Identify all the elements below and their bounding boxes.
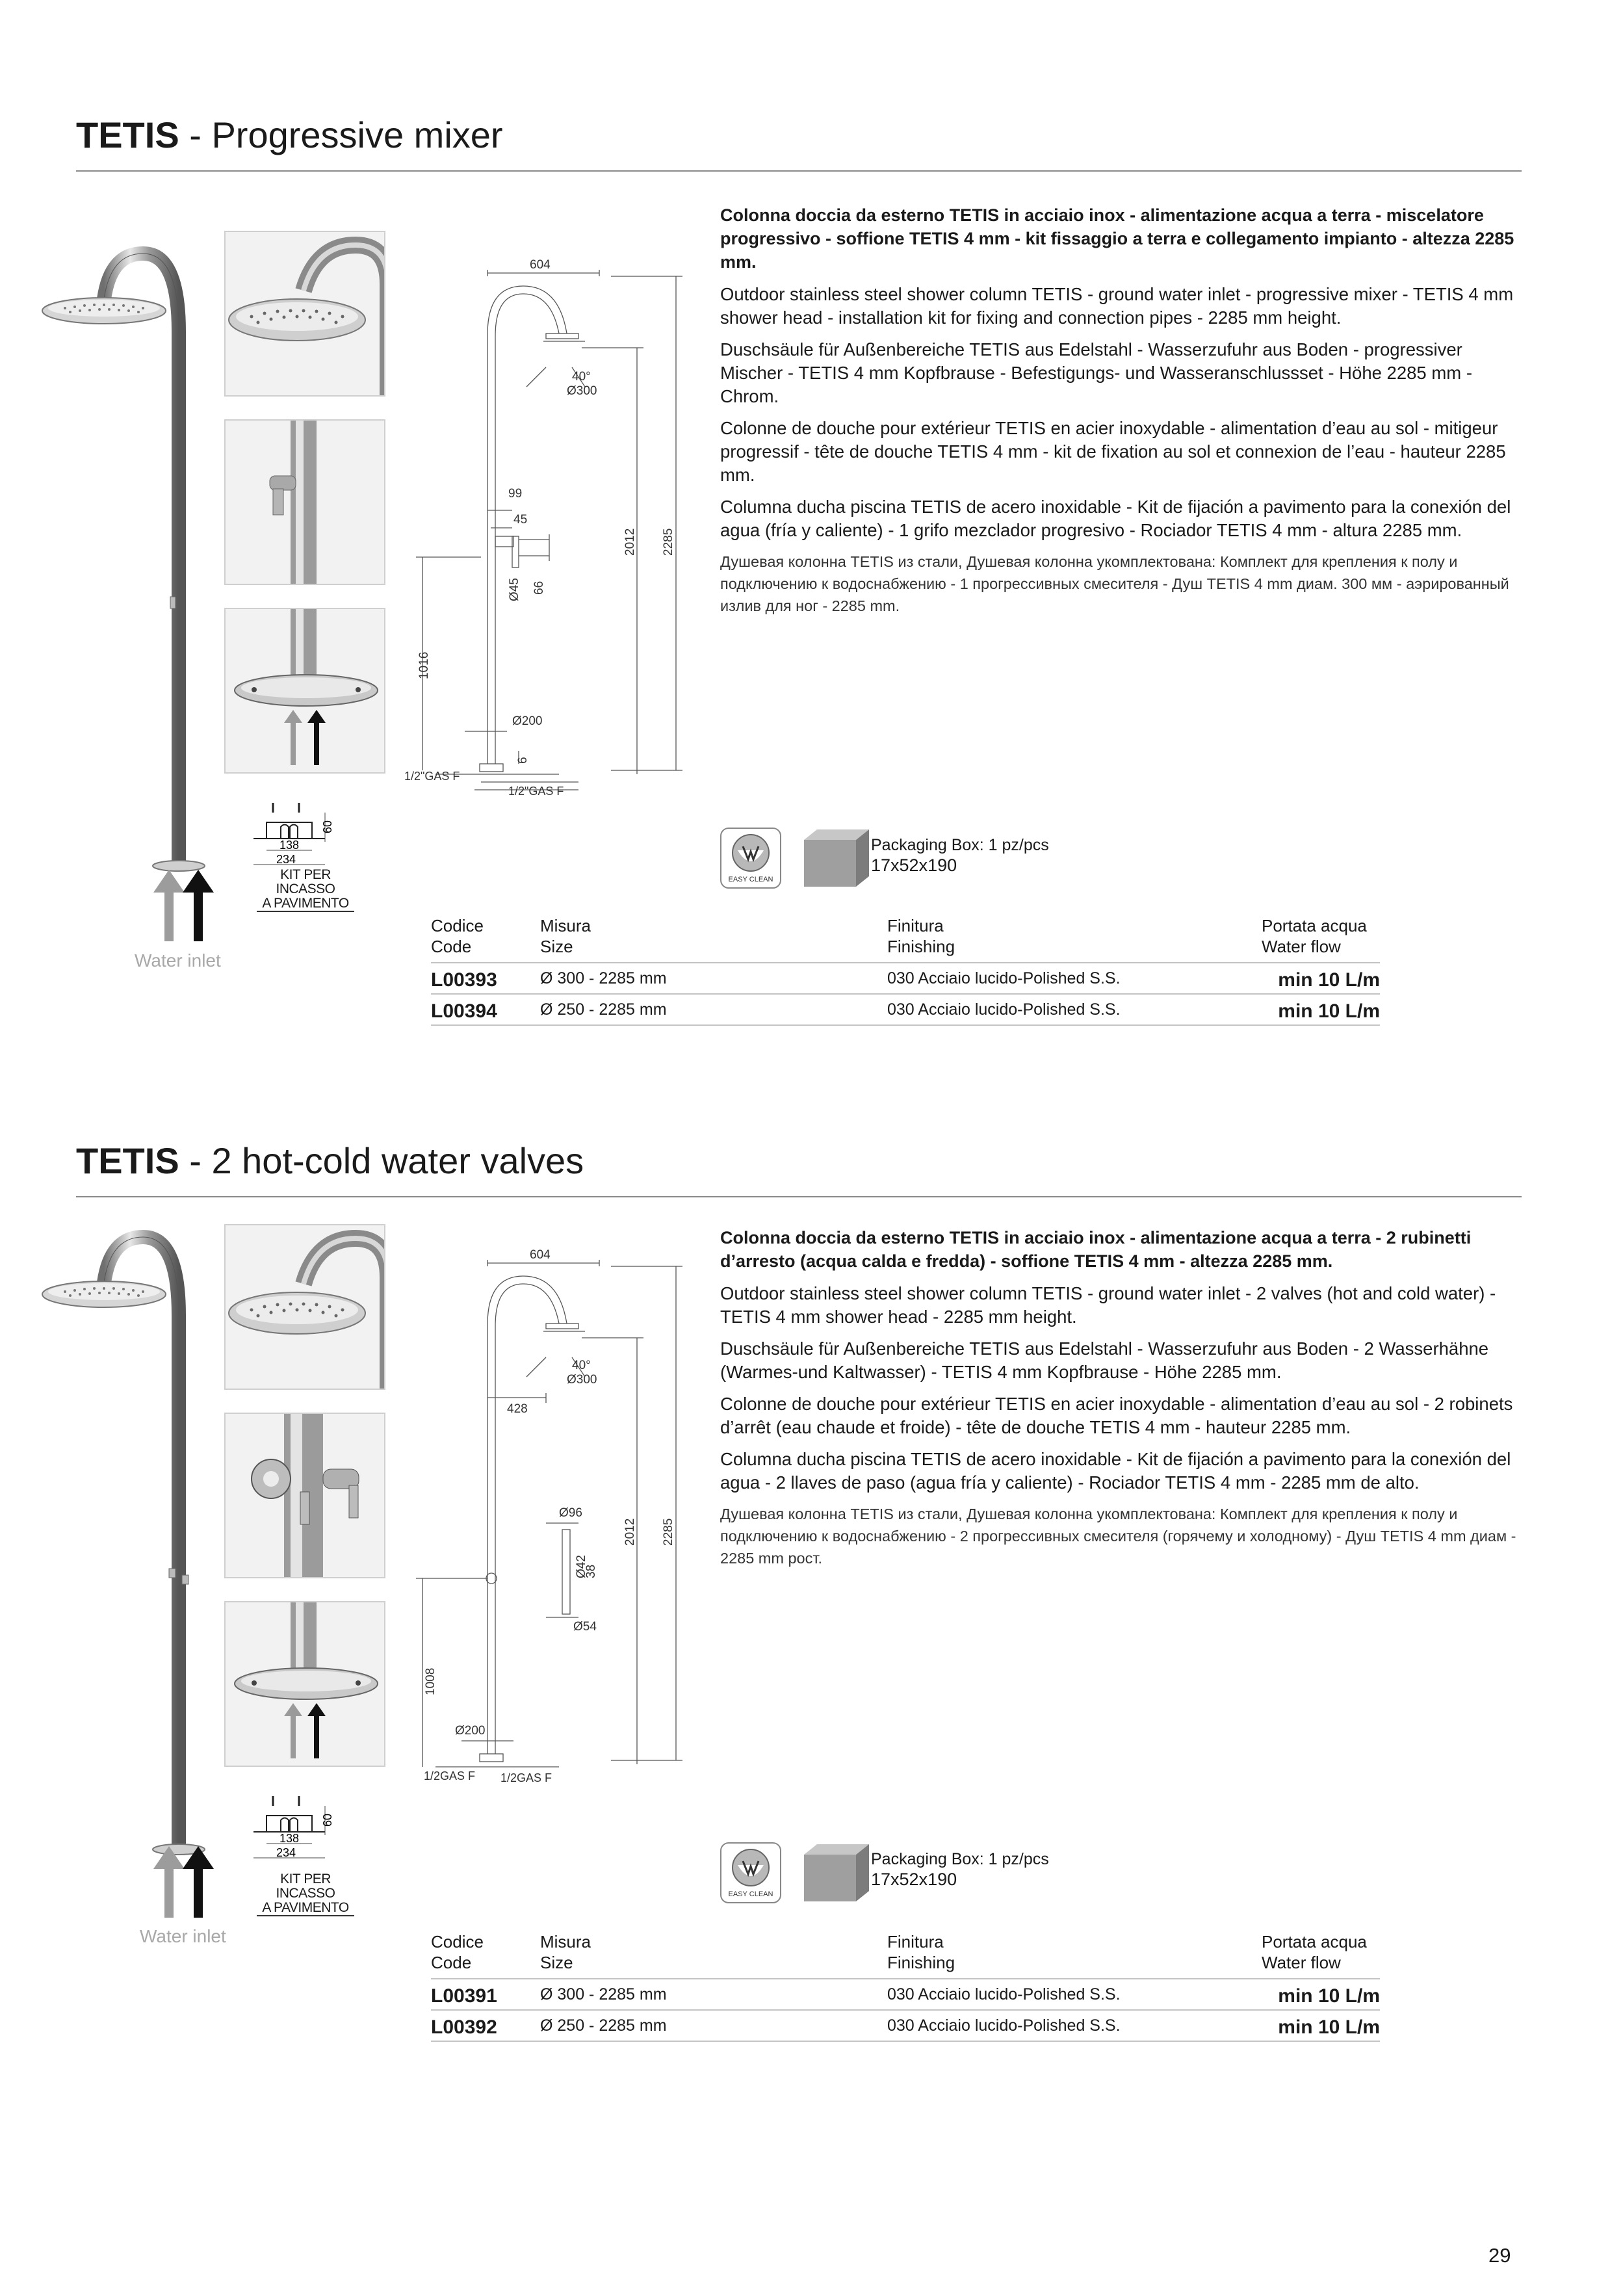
dim-angle: 40° xyxy=(572,1359,591,1372)
description-fr: Colonne de douche pour extérieur TETIS en acier inoxydable - alimentation d’eau au sol - mitigeur progressif - tête de douche TETIS 4 mm - kit de fixation au sol et connexion de l’eau - hauteur 2285 mm. xyxy=(720,418,1506,485)
dim-height-2012: 2012 xyxy=(623,528,637,556)
row-code: L00392 xyxy=(431,2016,497,2038)
row-size: Ø 300 - 2285 mm xyxy=(540,969,667,987)
section-title: TETIS - 2 hot-cold water valves xyxy=(76,1140,584,1181)
row-size: Ø 250 - 2285 mm xyxy=(540,1000,667,1019)
table-row xyxy=(431,993,1380,1024)
packaging-size: 17x52x190 xyxy=(871,1870,957,1889)
description-fr: Colonne de douche pour extérieur TETIS en acier inoxydable - alimentation d’eau au sol - 2 robinets d’arrêt (eau chaude et froide) - tête de douche TETIS 4 mm - hauteur 2285 mm. xyxy=(720,1394,1513,1437)
title-divider xyxy=(76,1196,1522,1197)
description-es: Columna ducha piscina TETIS de acero inoxidable - Kit de fijación a pavimento para la conexión del agua - 2 llaves de paso (agua fría y caliente) - Rociador TETIS 4 mm - 2285 mm de alto. xyxy=(720,1449,1511,1493)
header-finishing: Finitura Finishing xyxy=(887,916,955,956)
photo-shower-head xyxy=(224,1224,385,1390)
table-row xyxy=(431,2009,1380,2041)
header-finishing: Finitura Finishing xyxy=(887,1932,955,1972)
row-size: Ø 300 - 2285 mm xyxy=(540,1985,667,2003)
technical-drawing xyxy=(396,250,708,809)
dim-diameter-42: Ø42 xyxy=(575,1555,588,1578)
dim-base: Ø200 xyxy=(512,714,543,728)
page-number: 29 xyxy=(1488,2244,1511,2267)
kit-dim-outer: 234 xyxy=(276,1846,296,1859)
dim-diameter-45: Ø45 xyxy=(508,578,521,601)
dim-height-2012: 2012 xyxy=(623,1518,637,1546)
kit-dim-height: 60 xyxy=(321,1813,334,1827)
water-inlet-arrows-icon xyxy=(148,1846,220,1918)
packaging-info xyxy=(871,1849,1049,1890)
packaging-label: Packaging Box: 1 pz/pcs xyxy=(871,836,1049,854)
product-section-two-valves xyxy=(0,1026,1623,2066)
dim-66: 66 xyxy=(532,581,546,595)
dim-angle: 40° xyxy=(572,370,591,384)
row-flow: min 10 L/m xyxy=(1278,1000,1380,1022)
header-code: Codice Code xyxy=(431,1932,484,1972)
row-code: L00393 xyxy=(431,969,497,991)
water-inlet-label: Water inlet xyxy=(135,950,221,971)
description-de: Duschsäule für Außenbereiche TETIS aus Edelstahl - Wasserzufuhr aus Boden - 2 Wasserhähne (Warmes-und Kaltwasser) - TETIS 4 mm Kopfbrause - Höhe 2285 mm. xyxy=(720,1338,1489,1382)
description-ru: Душевая колонна TETIS из стали, Душевая колонна укомплектована: Комплект для крепления к полу и подключению к водоснабжению - 1 прогрессивных смесителя - Душ TETIS 4 mm диам. 300 мм - аэрированный излив для ног - 2285 mm. xyxy=(720,553,1509,614)
header-water-flow: Portata acqua Water flow xyxy=(1262,916,1367,956)
product-description xyxy=(720,203,1523,625)
easy-clean-label: EASY CLEAN xyxy=(728,876,773,883)
shower-column-illustration xyxy=(39,241,234,923)
header-size: Misura Size xyxy=(540,1932,591,1972)
description-it: Colonna doccia da esterno TETIS in acciaio inox - alimentazione acqua a terra - miscelatore progressivo - soffione TETIS 4 mm - kit fissaggio a terra e collegamento impianto - altezza 2285 mm. xyxy=(720,205,1514,272)
water-inlet-arrows-icon xyxy=(148,870,220,941)
row-finish: 030 Acciaio lucido-Polished S.S. xyxy=(887,1000,1121,1019)
product-section-progressive-mixer xyxy=(0,0,1623,1040)
dim-base: Ø200 xyxy=(455,1724,486,1738)
description-ru: Душевая колонна TETIS из стали, Душевая колонна укомплектована: Комплект для крепления к полу и подключению к водоснабжению - 2 прогрессивных смесителя (горячему и холодному) - Душ TETIS 4 mm диам - 2285 mm рост. xyxy=(720,1506,1516,1567)
section-title: TETIS - Progressive mixer xyxy=(76,114,503,155)
dim-gas-inlet-1: 1/2"GAS F xyxy=(404,770,460,783)
row-finish: 030 Acciaio lucido-Polished S.S. xyxy=(887,2016,1121,2035)
dim-6: 6 xyxy=(516,757,530,764)
row-finish: 030 Acciaio lucido-Polished S.S. xyxy=(887,1985,1121,2003)
kit-dim-height: 60 xyxy=(321,820,334,833)
description-it: Colonna doccia da esterno TETIS in acciaio inox - alimentazione acqua a terra - 2 rubinetti d’arresto (acqua calda e fredda) - soffione TETIS 4 mm - altezza 2285 mm. xyxy=(720,1228,1472,1271)
photo-floor-base xyxy=(224,1601,385,1767)
dim-99: 99 xyxy=(508,487,523,501)
description-en: Outdoor stainless steel shower column TETIS - ground water inlet - progressive mixer - TETIS 4 mm shower head - installation kit for fixing and connection pipes - 2285 mm height. xyxy=(720,284,1514,328)
dim-head-diameter: Ø300 xyxy=(567,384,597,398)
photo-shower-head xyxy=(224,231,385,397)
dim-height-2285: 2285 xyxy=(662,1518,675,1546)
title-divider xyxy=(76,170,1522,172)
dim-head-diameter: Ø300 xyxy=(567,1373,597,1387)
shower-column-illustration xyxy=(39,1224,234,1907)
header-water-flow: Portata acqua Water flow xyxy=(1262,1932,1367,1972)
easy-clean-label: EASY CLEAN xyxy=(728,1890,773,1898)
dim-428: 428 xyxy=(507,1402,528,1416)
dim-height-1008: 1008 xyxy=(424,1667,437,1695)
description-es: Columna ducha piscina TETIS de acero inoxidable - Kit de fijación a pavimento para la conexión del agua (fría y caliente) - 1 grifo mezclador progresivo - Rociador TETIS 4 mm - altura 2285 mm. xyxy=(720,497,1511,540)
photo-mixer xyxy=(224,419,385,585)
row-code: L00394 xyxy=(431,1000,497,1022)
dim-gas-inlet-1: 1/2GAS F xyxy=(424,1769,476,1782)
header-size: Misura Size xyxy=(540,916,591,956)
table-bottom-rule xyxy=(431,2041,1380,2042)
kit-dim-inner: 138 xyxy=(279,839,300,852)
dim-diameter-54: Ø54 xyxy=(573,1620,597,1634)
dim-height-1016: 1016 xyxy=(417,651,431,679)
packaging-info xyxy=(871,835,1049,876)
kit-dim-inner: 138 xyxy=(279,1832,300,1845)
dim-gas-inlet-2: 1/2GAS F xyxy=(500,1771,552,1784)
row-code: L00391 xyxy=(431,1985,497,2007)
dim-38: 38 xyxy=(584,1564,598,1578)
kit-dim-outer: 234 xyxy=(276,853,296,866)
row-flow: min 10 L/m xyxy=(1278,1985,1380,2007)
row-flow: min 10 L/m xyxy=(1278,969,1380,991)
kit-label: KIT PER INCASSO A PAVIMENTO xyxy=(257,1872,354,1916)
row-finish: 030 Acciaio lucido-Polished S.S. xyxy=(887,969,1121,987)
row-size: Ø 250 - 2285 mm xyxy=(540,2016,667,2035)
header-code: Codice Code xyxy=(431,916,484,956)
dim-height-2285: 2285 xyxy=(662,528,675,556)
dim-width: 604 xyxy=(530,1248,551,1262)
table-row xyxy=(431,1978,1380,2009)
photo-floor-base xyxy=(224,608,385,774)
dim-diameter-96: Ø96 xyxy=(559,1506,582,1520)
kit-label: KIT PER INCASSO A PAVIMENTO xyxy=(257,868,354,912)
packaging-size: 17x52x190 xyxy=(871,855,957,875)
technical-drawing xyxy=(396,1240,708,1799)
dim-gas-inlet-2: 1/2"GAS F xyxy=(508,785,564,798)
water-inlet-label: Water inlet xyxy=(140,1926,226,1946)
photo-valves xyxy=(224,1413,385,1578)
description-en: Outdoor stainless steel shower column TETIS - ground water inlet - 2 valves (hot and cold water) - TETIS 4 mm shower head - 2285 mm height. xyxy=(720,1283,1496,1327)
packaging-label: Packaging Box: 1 pz/pcs xyxy=(871,1850,1049,1868)
dim-width: 604 xyxy=(530,258,551,272)
table-row xyxy=(431,962,1380,993)
dim-45: 45 xyxy=(513,513,528,527)
description-de: Duschsäule für Außenbereiche TETIS aus Edelstahl - Wasserzufuhr aus Boden - progressiver Mischer - TETIS 4 mm Kopfbrause - Befestigungs- und Wasseranschlussset - Höhe 2285 mm - Chrom. xyxy=(720,339,1472,406)
row-flow: min 10 L/m xyxy=(1278,2016,1380,2038)
product-description xyxy=(720,1226,1523,1578)
